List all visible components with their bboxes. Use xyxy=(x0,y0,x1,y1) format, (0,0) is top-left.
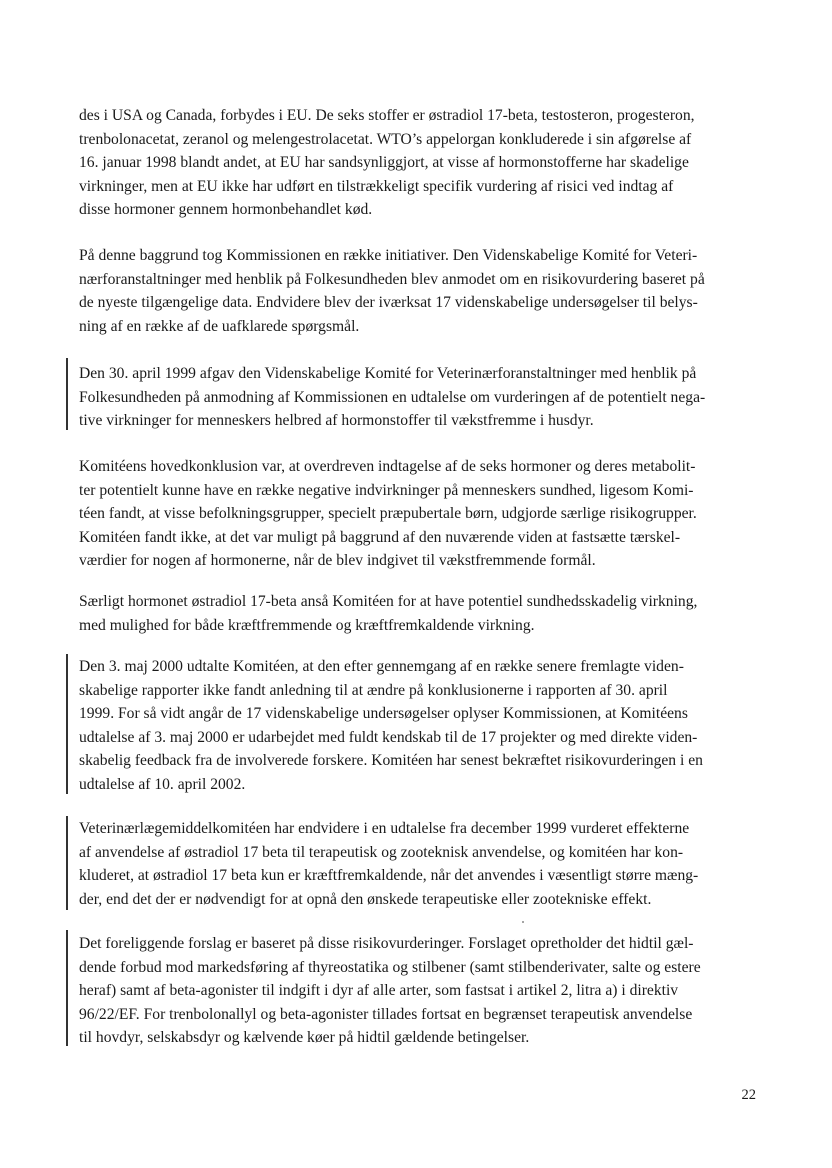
text-line: dende forbud mod markedsføring af thyreostatika og stilbener (samt stilbenderivater, salte og estere xyxy=(79,958,701,976)
text-line: Den 3. maj 2000 udtalte Komitéen, at den efter gennemgang af en række senere fremlagte viden- xyxy=(79,658,684,675)
paragraph-1 xyxy=(79,104,759,222)
text-line: téen fandt, at visse befolkningsgrupper, specielt præpubertale børn, udgjorde særlige risikogrupper. xyxy=(79,505,697,523)
text-line: 16. januar 1998 blandt andet, at EU har sandsynliggjort, at visse af hormonstofferne har skadelige xyxy=(79,154,689,172)
text-line: nærforanstaltninger med henblik på Folkesundheden blev anmodet om en risikovurdering baseret på xyxy=(79,270,705,288)
text-line: Den 30. april 1999 afgav den Videnskabelige Komité for Veterinærforanstaltninger med henblik på xyxy=(79,365,697,382)
text-line: Komitéens hovedkonklusion var, at overdreven indtagelse af de seks hormoner og deres metabolit- xyxy=(79,458,696,475)
text-line: des i USA og Canada, forbydes i EU. De seks stoffer er østradiol 17-beta, testosteron, progesteron, xyxy=(79,107,695,124)
text-line: værdier for nogen af hormonerne, når de blev indgivet til vækstfremmende formål. xyxy=(79,552,596,570)
text-line: trenbolonacetat, zeranol og melengestrolacetat. WTO’s appelorgan konkluderede i sin afgørelse af xyxy=(79,130,692,148)
paragraph-4 xyxy=(79,455,759,573)
text-line: kluderet, at østradiol 17 beta kun er kræftfremkaldende, når det anvendes i væsentligt større mæng- xyxy=(79,867,699,885)
page-number: 22 xyxy=(741,1087,756,1103)
text-line: Folkesundheden på anmodning af Kommissionen en udtalelse om vurderingen af de potentielt nega- xyxy=(79,388,706,406)
text-line: heraf) samt af beta-agonister til indgift i dyr af alle arter, som fastsat i artikel 2, litra a) i direktiv xyxy=(79,982,679,1000)
revision-bar xyxy=(66,816,68,910)
text-line: Det foreliggende forslag er baseret på disse risikovurderinger. Forslaget opretholder det hidtil gæl- xyxy=(79,935,694,952)
text-line: På denne baggrund tog Kommissionen en række initiativer. Den Videnskabelige Komité for Veteri- xyxy=(79,247,698,264)
text-line: Komitéen fandt ikke, at det var muligt på baggrund af den nuværende viden at fastsætte tærskel- xyxy=(79,528,681,546)
text-line: virkninger, men at EU ikke har udført en tilstrækkeligt specifik vurdering af risici ved indtag af xyxy=(79,177,674,195)
text-line: ning af en række af de uafklarede spørgsmål. xyxy=(79,317,360,335)
text-line: skabelige rapporter ikke fandt anledning til at ændre på konklusionerne i rapporten af 30. april xyxy=(79,681,668,699)
paragraph-6 xyxy=(79,655,759,797)
revision-bar xyxy=(66,654,68,794)
revision-bar xyxy=(66,358,68,430)
paragraph-7 xyxy=(79,817,759,911)
text-line: de nyeste tilgængelige data. Endvidere blev der iværksat 17 videnskabelige undersøgelser til belys- xyxy=(79,294,698,312)
text-line: 1999. For så vidt angår de 17 videnskabelige undersøgelser oplyser Kommissionen, at Komitéens xyxy=(79,705,688,723)
text-line: Veterinærlægemiddelkomitéen har endvidere i en udtalelse fra december 1999 vurderet effekterne xyxy=(79,820,690,837)
scan-speck xyxy=(522,921,524,923)
text-line: tive virkninger for menneskers helbred af hormonstoffer til vækstfremme i husdyr. xyxy=(79,412,594,430)
text-line: til hovdyr, selskabsdyr og kælvende køer på hidtil gældende betingelser. xyxy=(79,1029,530,1047)
text-line: med mulighed for både kræftfremmende og kræftfremkaldende virkning. xyxy=(79,616,535,634)
text-line: udtalelse af 3. maj 2000 er udarbejdet med fuldt kendskab til de 17 projekter og med direkte viden- xyxy=(79,728,698,746)
revision-bar xyxy=(66,930,68,1046)
text-line: disse hormoner gennem hormonbehandlet kød. xyxy=(79,201,373,219)
text-line: Særligt hormonet østradiol 17-beta anså Komitéen for at have potentiel sundhedsskadelig virkning, xyxy=(79,593,698,610)
text-line: af anvendelse af østradiol 17 beta til terapeutisk og zooteknisk anvendelse, og komitéen har kon- xyxy=(79,843,684,861)
paragraph-5 xyxy=(79,590,759,637)
paragraph-3 xyxy=(79,362,759,433)
paragraph-8 xyxy=(79,932,759,1050)
paragraph-2 xyxy=(79,244,759,338)
text-line: udtalelse af 10. april 2002. xyxy=(79,775,246,793)
text-line: ter potentielt kunne have en række negative indvirkninger på menneskers sundhed, ligesom Komi- xyxy=(79,481,694,499)
text-line: 96/22/EF. For trenbolonallyl og beta-agonister tillades fortsat en begrænset terapeutisk anvendelse xyxy=(79,1005,693,1023)
text-line: skabelig feedback fra de involverede forskere. Komitéen har senest bekræftet risikovurderingen i en xyxy=(79,752,703,770)
text-line: der, end det der er nødvendigt for at opnå den ønskede terapeutiske eller zootekniske effekt. xyxy=(79,890,652,908)
